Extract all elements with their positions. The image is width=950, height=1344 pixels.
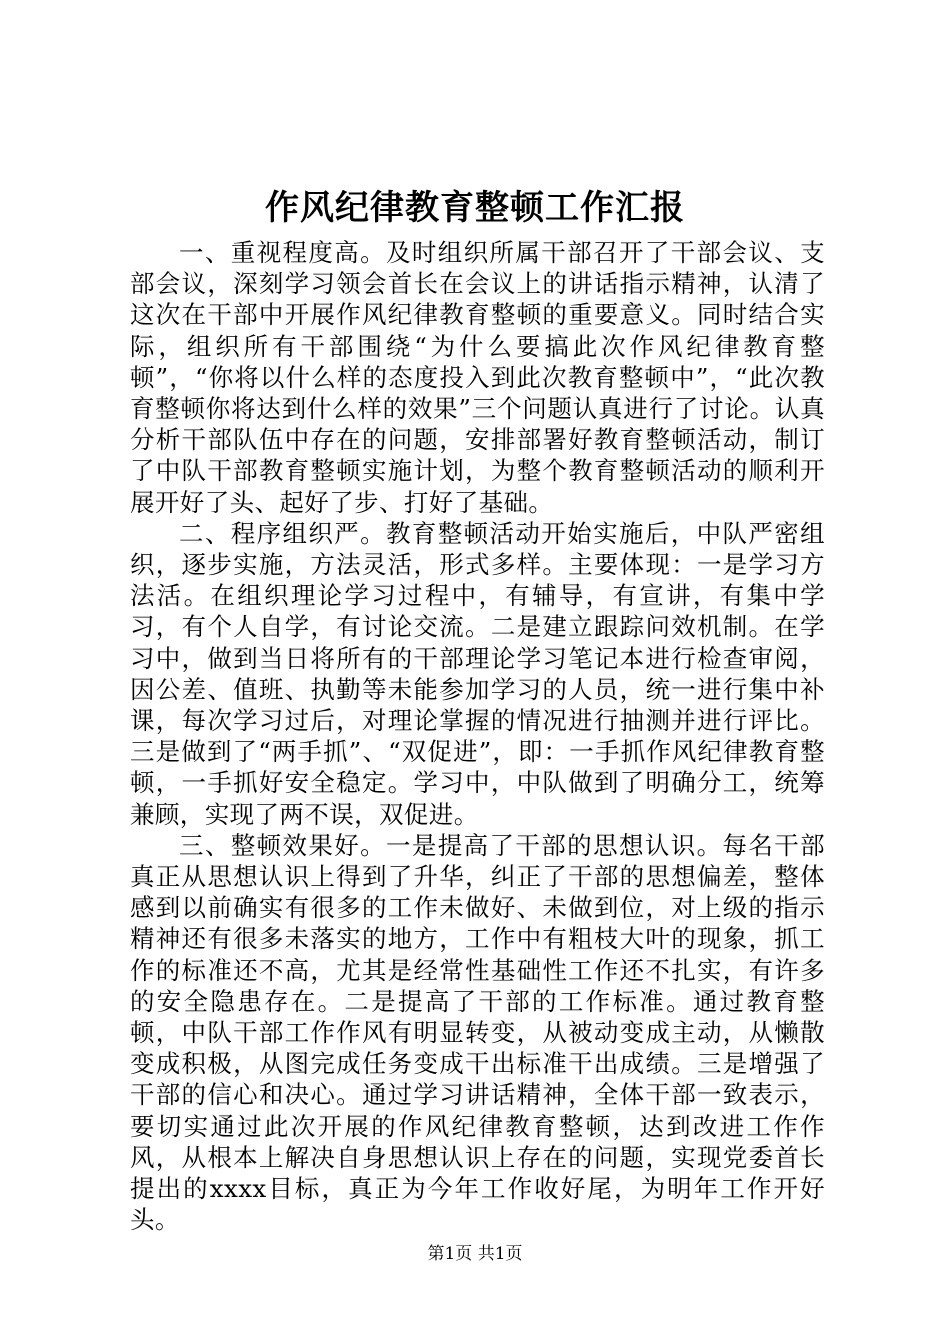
paragraph-3: 三、整顿效果好。一是提高了干部的思想认识。每名干部真正从思想认识上得到了升华，纠正了干部的思想偏差，整体感到以前确实有很多的工作未做好、未做到位，对上级的指示精神还有很多未落实的地方，工作中有粗枝大叶的现象，抓工作的标准还不高，尤其是经常性基础性工作还不扎实，有许多的安全隐患存在。二是提高了干部的工作标准。通过教育整顿，中队干部工作作风有明显转变，从被动变成主动，从懒散变成积极，从图完成任务变成干出标准干出成绩。三是增强了干部的信心和决心。通过学习讲话精神，全体干部一致表示，要切实通过此次开展的作风纪律教育整顿，达到改进工作作风，从根本上解决自身思想认识上存在的问题，实现党委首长提出的xxxx目标，真正为今年工作收好尾，为明年工作开好头。: [130, 830, 825, 1235]
document-body: [130, 237, 825, 1236]
document-title: 作风纪律教育整顿工作汇报: [265, 188, 685, 228]
page-number-footer: 第1页 共1页: [427, 1244, 523, 1264]
paragraph-1: 一、重视程度高。及时组织所属干部召开了干部会议、支部会议，深刻学习领会首长在会议上的讲话指示精神，认清了这次在干部中开展作风纪律教育整顿的重要意义。同时结合实际，组织所有干部围绕“为什么要搞此次作风纪律教育整顿”，“你将以什么样的态度投入到此次教育整顿中”，“此次教育整顿你将达到什么样的效果”三个问题认真进行了讨论。认真分析干部队伍中存在的问题，安排部署好教育整顿活动，制订了中队干部教育整顿实施计划，为整个教育整顿活动的顺利开展开好了头、起好了步、打好了基础。: [130, 238, 825, 517]
paragraph-2: 二、程序组织严。教育整顿活动开始实施后，中队严密组织，逐步实施，方法灵活，形式多样。主要体现：一是学习方法活。在组织理论学习过程中，有辅导，有宣讲，有集中学习，有个人自学，有讨论交流。二是建立跟踪问效机制。在学习中，做到当日将所有的干部理论学习笔记本进行检查审阅，因公差、值班、执勤等未能参加学习的人员，统一进行集中补课，每次学习过后，对理论掌握的情况进行抽测并进行评比。三是做到了“两手抓”、“双促进”，即：一手抓作风纪律教育整顿，一手抓好安全稳定。学习中，中队做到了明确分工，统筹兼顾，实现了两不误，双促进。: [130, 518, 825, 829]
